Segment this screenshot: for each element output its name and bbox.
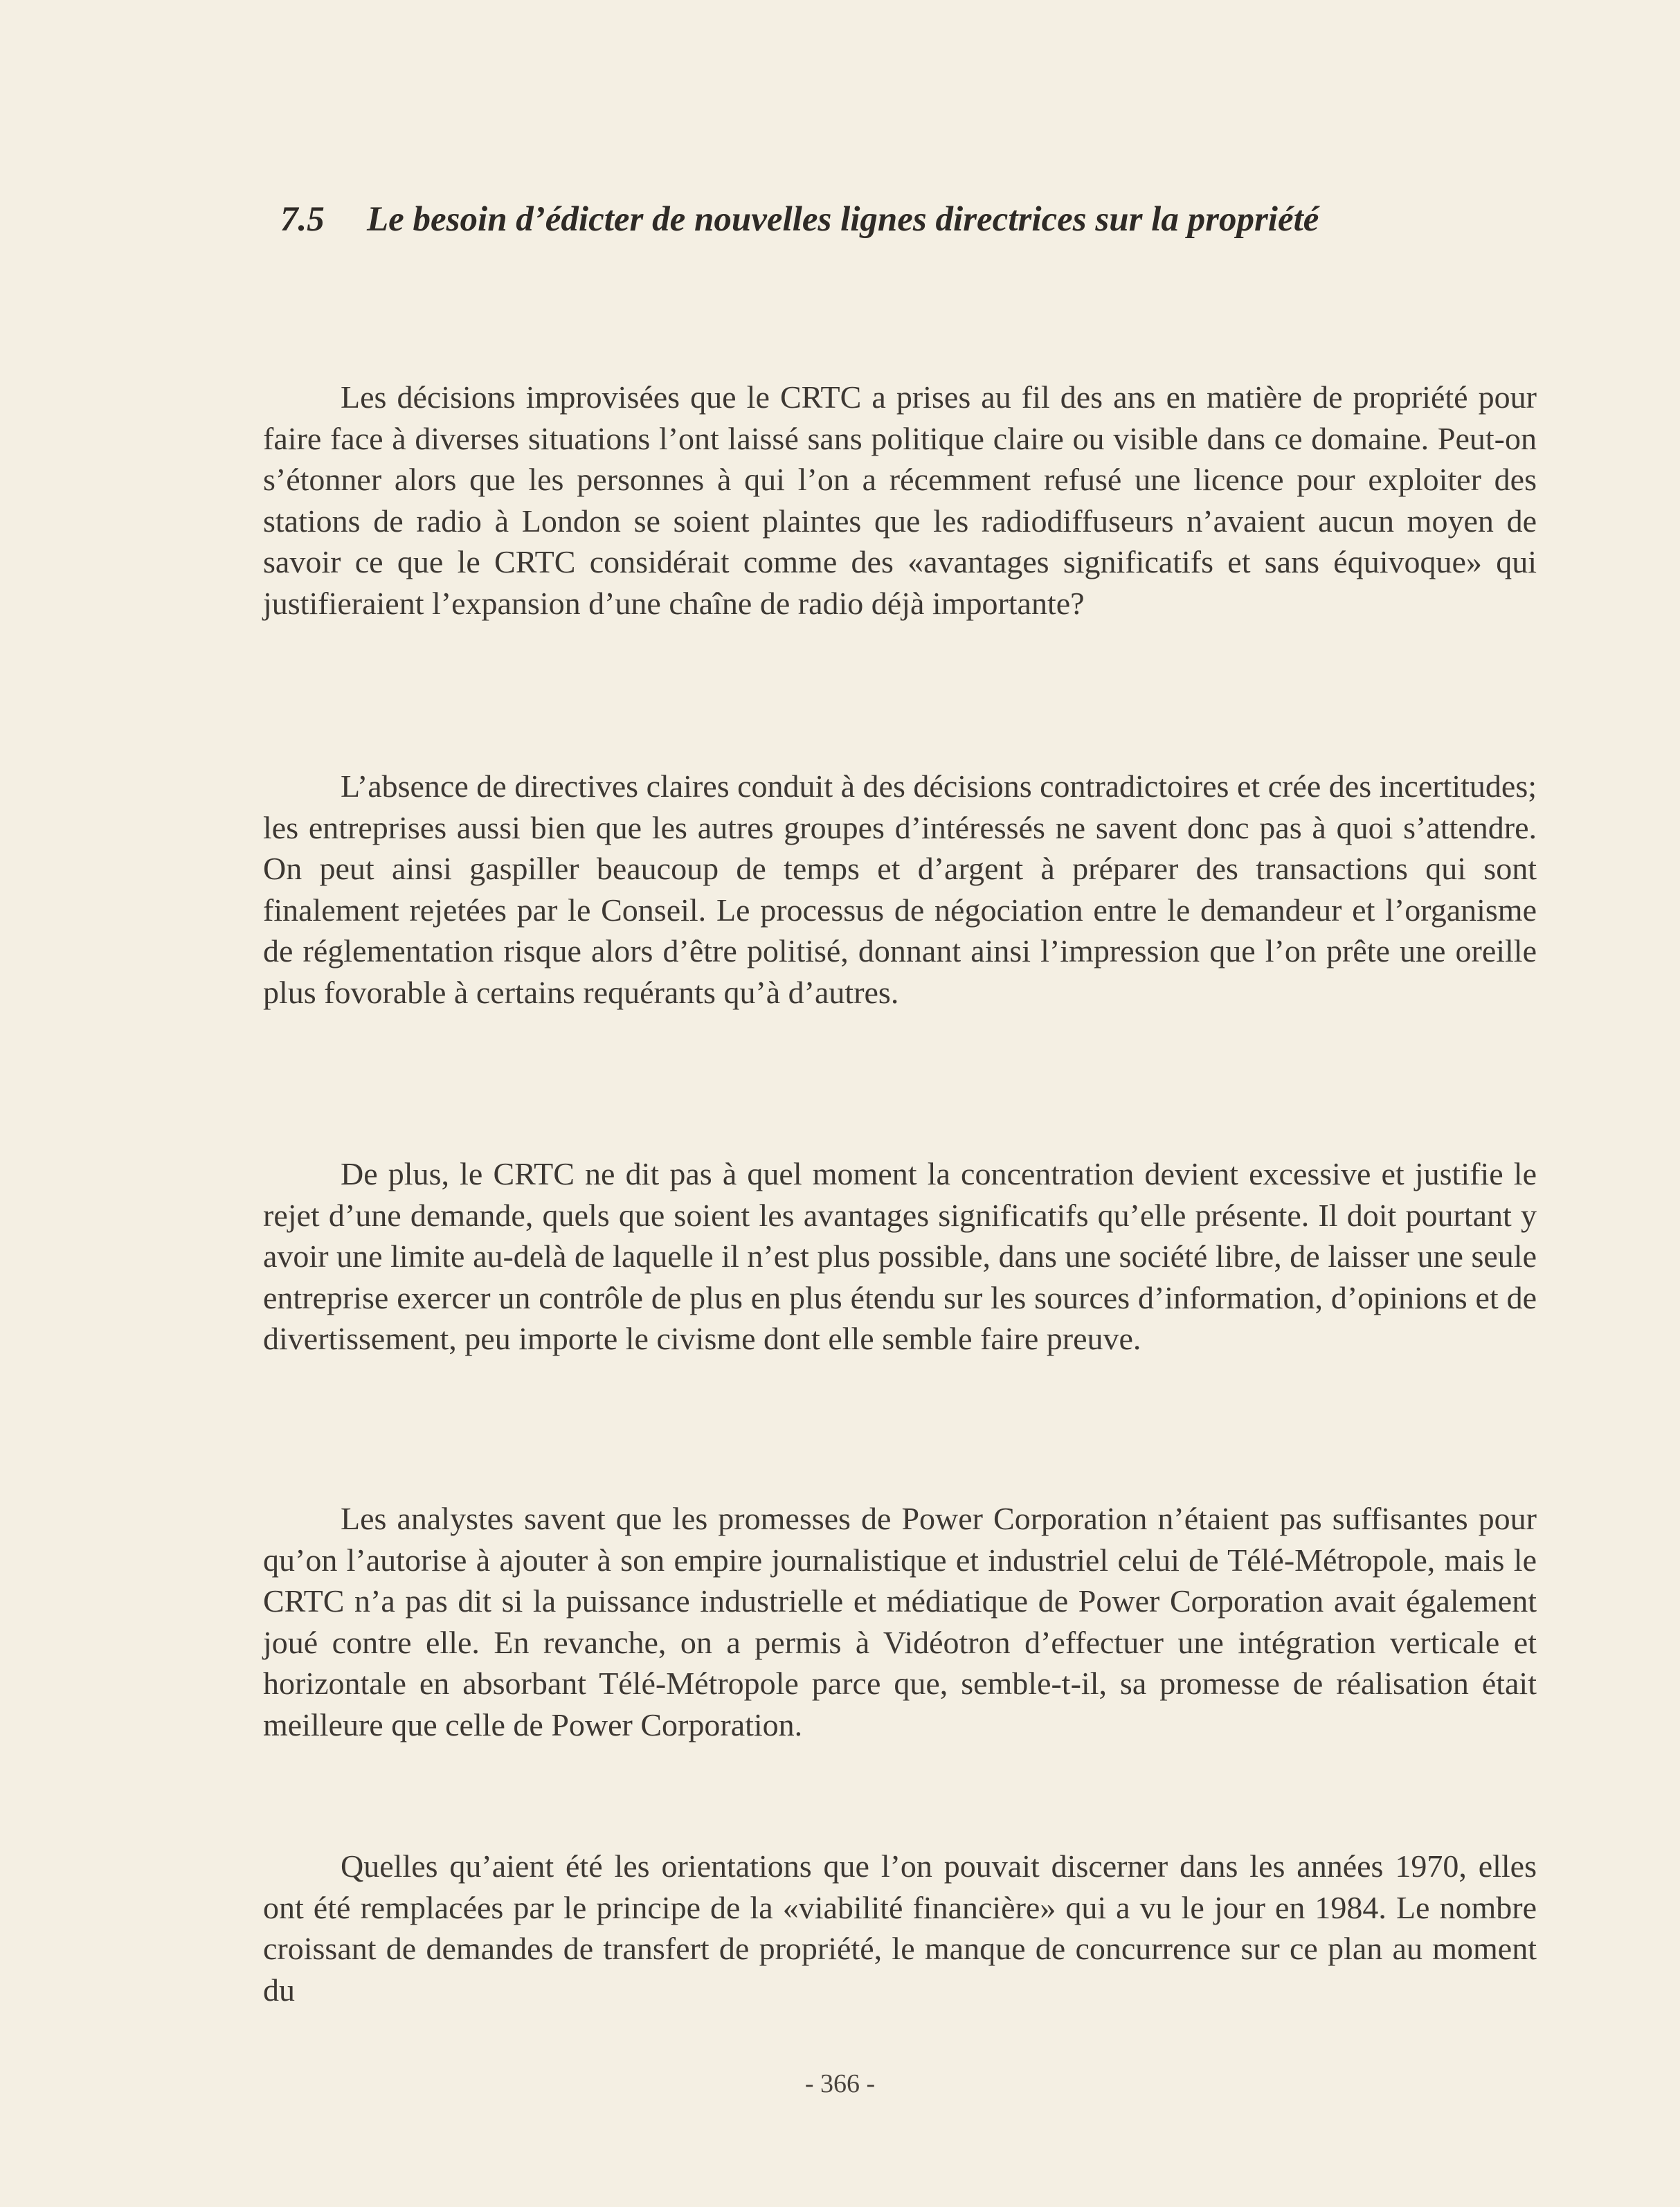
section-number: 7.5 bbox=[280, 200, 325, 239]
paragraph-3: De plus, le CRTC ne dit pas à quel moment la concentration devient excessive et justifie le rejet d’une demande, quels que soient les avantages significatifs qu’elle présente. Il doit pourtant y avoir une limite au-delà de laquelle il n’est plus possible, dans une société libre, de laisser une seule entreprise exercer un contrôle de plus en plus étendu sur les sources d’information, d’opinions et de divertissement, peu importe le civisme dont elle semble faire preuve. bbox=[263, 1156, 1537, 1356]
paragraph-5: Quelles qu’aient été les orientations que l’on pouvait discerner dans les années 1970, elles ont été remplacées par le principe de la «viabilité financière» qui a vu le jour en 1984. Le nombre croissant de demandes de transfert de propriété, le manque de concurrence sur ce plan au moment du bbox=[263, 1848, 1537, 2008]
paragraph-4: Les analystes savent que les promesses de Power Corporation n’étaient pas suffisantes pour qu’on l’autorise à ajouter à son empire journalistique et industriel celui de Télé-Métropole, mais le CRTC n’a pas dit si la puissance industrielle et médiatique de Power Corporation avait également joué contre elle. En revanche, on a permis à Vidéotron d’effectuer une intégration verticale et horizontale en absorbant Télé-Métropole parce que, semble-t-il, sa promesse de réalisation était meilleure que celle de Power Corporation. bbox=[263, 1501, 1537, 1742]
paragraph-2: L’absence de directives claires conduit à des décisions contradictoires et crée des incertitudes; les entreprises aussi bien que les autres groupes d’intéressés ne savent donc pas à quoi s’attendre. On peut ainsi gaspiller beaucoup de temps et d’argent à préparer des transactions qui sont finalement rejetées par le Conseil. Le processus de négociation entre le demandeur et l’organisme de réglementation risque alors d’être politisé, donnant ainsi l’impression que l’on prête une oreille plus fovorable à certains requérants qu’à d’autres. bbox=[263, 768, 1537, 1010]
section-heading bbox=[280, 197, 1526, 242]
section-title: Le besoin d’édicter de nouvelles lignes directrices sur la propriété bbox=[367, 200, 1319, 239]
page-number: - 366 - bbox=[804, 2069, 876, 2098]
paragraph-1: Les décisions improvisées que le CRTC a prises au fil des ans en matière de propriété pour faire face à diverses situations l’ont laissé sans politique claire ou visible dans ce domaine. Peut-on s’étonner alors que les personnes à qui l’on a récemment refusé une licence pour exploiter des stations de radio à London se soient plaintes que les radiodiffuseurs n’avaient aucun moyen de savoir ce que le CRTC considérait comme des «avantages significatifs et sans équivoque» qui justifieraient l’expansion d’une chaîne de radio déjà importante? bbox=[263, 379, 1537, 621]
